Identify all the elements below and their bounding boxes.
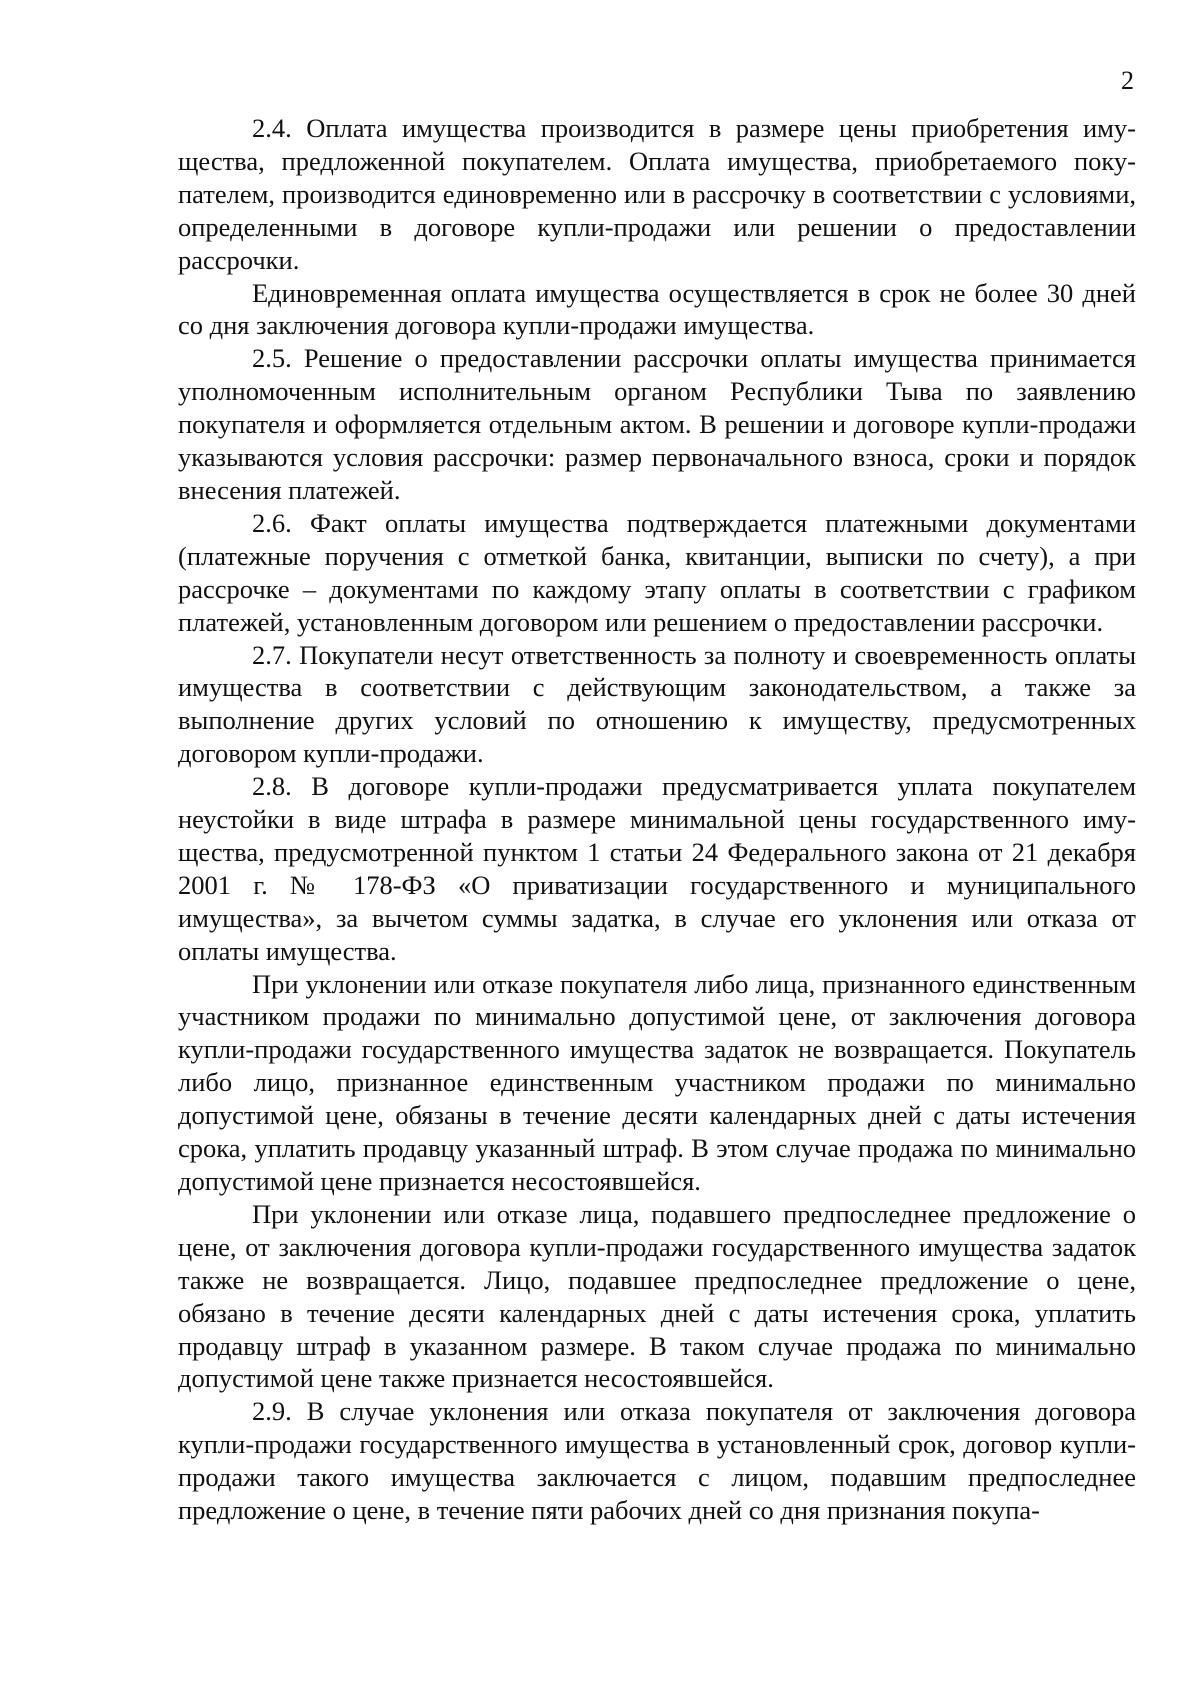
page-number: 2 bbox=[1121, 66, 1134, 95]
document-body bbox=[178, 112, 1136, 1527]
paragraph-2-4: 2.4. Оплата имущества производится в размере цены приобретения имущества, предложенной покупателем. Оплата имущества, приобретаемого покупателем, производится единовременно или в рассрочку в соответствии с условиями, определенными в договоре купли-продажи или решении о предоставлении рассрочки. bbox=[178, 113, 1136, 275]
paragraph-lump-sum-payment: Единовременная оплата имущества осуществляется в срок не более 30 дней со дня заключения договора купли-продажи имущества. bbox=[178, 277, 1136, 341]
paragraph-buyer-evasion: При уклонении или отказе покупателя либо лица, признанного единственным участником продажи по минимально допустимой цене, от заключения договора купли-продажи государственного имущества задаток не возвращается. Покупатель либо лицо, признанное единственным участником продажи по минимально допустимой цене, обязаны в течение десяти календарных дней с даты истечения срока, уплатить продавцу указанный штраф. В этом случае продажа по минимально допустимой цене признается несостоявшейся. bbox=[178, 968, 1136, 1196]
paragraph-2-6: 2.6. Факт оплаты имущества подтверждается платежными документами (платежные поручения с отметкой банка, квитанции, выписки по счету), а при рассрочке – документами по каждому этапу оплаты в соответствии с графиком платежей, установленным договором или решением о предоставлении рассрочки. bbox=[178, 507, 1136, 637]
paragraph-2-7: 2.7. Покупатели несут ответственность за полноту и своевременность оплаты имущества в соответствии с действующим законодательством, а также за выполнение других условий по отношению к имуществу, предусмотренных договором купли-продажи. bbox=[178, 639, 1136, 769]
paragraph-2-5: 2.5. Решение о предоставлении рассрочки оплаты имущества принимается уполномоченным исполнительным органом Республики Тыва по заявлению покупателя и оформляется отдельным актом. В решении и договоре купли-продажи указываются условия рассрочки: размер первоначального взноса, сроки и порядок внесения платежей. bbox=[178, 343, 1136, 505]
paragraph-2-9: 2.9. В случае уклонения или отказа покупателя от заключения договора купли-продажи государственного имущества в установленный срок, договор купли-продажи такого имущества заключается с лицом, подавшим предпоследнее предложение о цене, в течение пяти рабочих дней со дня признания покупа- bbox=[178, 1396, 1136, 1526]
paragraph-penultimate-bidder: При уклонении или отказе лица, подавшего предпоследнее предложение о цене, от заключения договора купли-продажи государственного имущества задаток также не возвращается. Лицо, подавшее предпоследнее предложение о цене, обязано в течение десяти календарных дней с даты истечения срока, уплатить продавцу штраф в указанном размере. В таком случае продажа по минимально допустимой цене также признается несостоявшейся. bbox=[178, 1198, 1136, 1394]
paragraph-2-8: 2.8. В договоре купли-продажи предусматривается уплата покупателем неустойки в виде штрафа в размере минимальной цены государственного имущества, предусмотренной пунктом 1 статьи 24 Федерального закона от 21 декабря 2001 г. № 178-ФЗ «О приватизации государственного и муниципального имущества», за вычетом суммы задатка, в случае его уклонения или отказа от оплаты имущества. bbox=[178, 771, 1136, 966]
